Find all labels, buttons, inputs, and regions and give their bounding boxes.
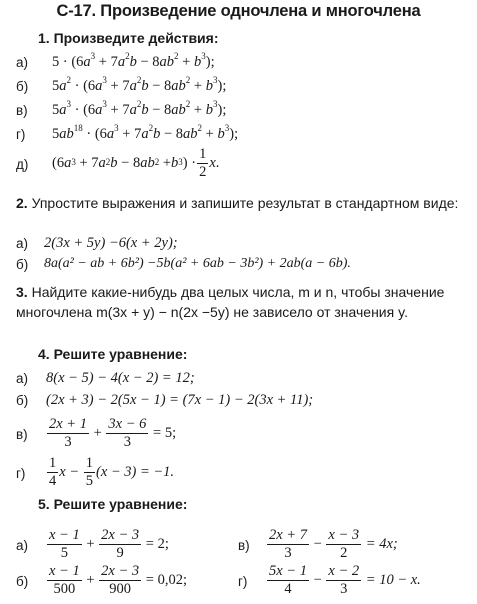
fraction: $\frac{2x + 7}{3}$ <box>269 526 307 561</box>
fraction: $\frac{3x - 6}{3}$ <box>108 415 147 450</box>
task1-item-a-expr: $5 \cdot (6a^3 + 7a^2b - 8ab^2 + b^3)$; <box>52 51 215 70</box>
fraction: $\frac{x - 1}{500}$ <box>49 562 80 597</box>
fraction: $\frac{2x - 3}{900}$ <box>101 562 140 597</box>
task1-item-e-label: д) <box>16 157 29 172</box>
page-title: С-17. Произведение одночлена и многочлена <box>56 2 421 20</box>
task4-item-c-expr: $\frac{2x + 1}{3}$ + $\frac{3x - 6}{3}$ = 5; <box>49 415 177 450</box>
task4-item-d-label: г) <box>16 466 26 481</box>
task5-item-a-expr: $\frac{x - 1}{5}$ + $\frac{2x - 3}{9}$ = 2; <box>49 526 169 561</box>
task1-item-e-expr: (6 a $^3$ + 7 a $^2$ b − 8 ab $^2$ + b $^3$ ) · $\frac{1}{2}$ x . <box>52 145 220 180</box>
fraction: $\frac{1}{2}$ <box>199 145 207 180</box>
fraction: $\frac{x - 3}{2}$ <box>328 526 360 561</box>
task1-item-b-expr: $5a^2 \cdot (6a^3 + 7a^2b - 8ab^2 + b^3)$; <box>52 75 227 94</box>
task1-heading: 1. Произведите действия: <box>38 30 219 46</box>
task2-text: 2. Упростите выражения и запишите результат в стандартном виде: <box>16 195 459 211</box>
task5-item-d-expr: $\frac{5x - 1}{4}$ − $\frac{x - 2}{3}$ = 10 − x. <box>269 562 421 597</box>
task1-item-c-label: в) <box>16 103 28 118</box>
task5-item-c-label: в) <box>238 538 250 553</box>
task4-heading: 4. Решите уравнение: <box>38 346 188 362</box>
task4-item-a-label: а) <box>16 371 29 386</box>
task5-item-a-label: а) <box>16 538 29 553</box>
task4-item-d-expr: $\frac{1}{4}$ x − $\frac{1}{5}$ (x − 3) = −1. <box>49 454 175 489</box>
task1-item-b-label: б) <box>16 79 29 94</box>
task1-item-a-label: а) <box>16 55 29 70</box>
task2-item-b-expr: 8a(a² − ab + 6b²) −5b(a² + 6ab − 3b²) + 2ab(a − 6b). <box>44 256 351 271</box>
task2-item-a-expr: 2(3x + 5y) −6(x + 2y); <box>44 235 178 251</box>
task4-item-b-expr: (2x + 3) − 2(5x − 1) = (7x − 1) − 2(3x + 11); <box>46 392 314 408</box>
task1-item-d-expr: $5ab^{18} \cdot (6a^3 + 7a^2b - 8ab^2 + b^3)$; <box>52 123 239 142</box>
fraction: $\frac{x - 2}{3}$ <box>328 562 360 597</box>
task2-item-b-label: б) <box>16 257 29 272</box>
task5-item-c-expr: $\frac{2x + 7}{3}$ − $\frac{x - 3}{2}$ = 4x; <box>269 526 398 561</box>
task4-item-c-label: в) <box>16 427 28 442</box>
task5-item-b-expr: $\frac{x - 1}{500}$ + $\frac{2x - 3}{900}$ = 0,02; <box>49 562 187 597</box>
fraction: $\frac{2x - 3}{9}$ <box>101 526 140 561</box>
task5-heading: 5. Решите уравнение: <box>38 496 188 512</box>
task5-item-d-label: г) <box>238 574 248 589</box>
task1-item-d-label: г) <box>16 127 26 142</box>
task3-text: 3. Найдите какие-нибудь два целых числа, m и n, чтобы значение многочлена m(3x + y) − n(2x −5y) не зависело от значения y. <box>16 284 445 320</box>
task2-item-a-label: а) <box>16 236 29 251</box>
fraction: $\frac{1}{5}$ <box>85 454 93 489</box>
task4-item-b-label: б) <box>16 393 29 408</box>
task4-item-a-expr: 8(x − 5) − 4(x − 2) = 12; <box>46 370 195 386</box>
fraction: $\frac{1}{4}$ <box>49 454 57 489</box>
fraction: $\frac{x - 1}{5}$ <box>49 526 80 561</box>
task1-item-c-expr: $5a^3 \cdot (6a^3 + 7a^2b - 8ab^2 + b^3)$; <box>52 99 227 118</box>
fraction: $\frac{5x - 1}{4}$ <box>269 562 307 597</box>
fraction: $\frac{2x + 1}{3}$ <box>49 415 87 450</box>
task5-item-b-label: б) <box>16 574 29 589</box>
